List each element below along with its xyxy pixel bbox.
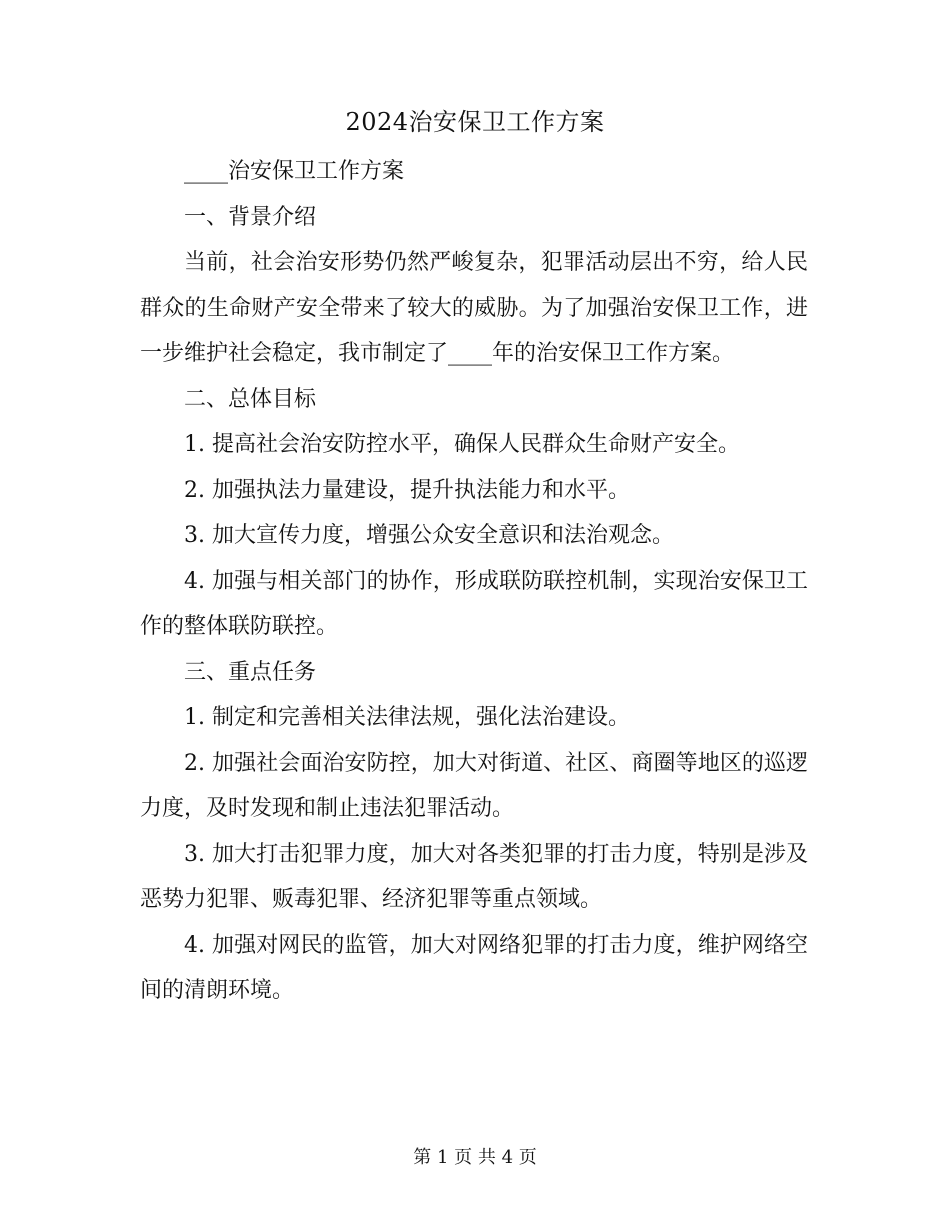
document-title: 2024治安保卫工作方案 bbox=[345, 108, 605, 136]
task-item-2: 2. 加强社会面治安防控，加大对街道、社区、商圈等地区的巡逻力度，及时发现和制止违法犯罪活动。 bbox=[140, 750, 808, 821]
document-body bbox=[140, 149, 808, 1014]
task-item-3: 3. 加大打击犯罪力度，加大对各类犯罪的打击力度，特别是涉及恶势力犯罪、贩毒犯罪、经济犯罪等重点领域。 bbox=[140, 841, 808, 912]
section-heading-tasks: 三、重点任务 bbox=[184, 659, 317, 685]
goal-item-4: 4. 加强与相关部门的协作，形成联防联控机制，实现治安保卫工作的整体联防联控。 bbox=[140, 568, 808, 639]
task-item-1: 1. 制定和完善相关法律法规，强化法治建设。 bbox=[184, 705, 630, 730]
goal-item-3: 3. 加大宣传力度，增强公众安全意识和法治观念。 bbox=[184, 523, 674, 548]
section-heading-background: 一、背景介绍 bbox=[184, 204, 317, 230]
goal-item-2: 2. 加强执法力量建设，提升执法能力和水平。 bbox=[184, 477, 630, 503]
page-footer: 第 1 页 共 4 页 bbox=[413, 1147, 537, 1168]
goal-item-1: 1. 提高社会治安防控水平，确保人民群众生命财产安全。 bbox=[184, 432, 740, 457]
section-heading-goals: 二、总体目标 bbox=[184, 386, 317, 412]
task-item-4: 4. 加强对网民的监管，加大对网络犯罪的打击力度，维护网络空间的清朗环境。 bbox=[140, 932, 808, 1003]
paragraph-background: 当前，社会治安形势仍然严峻复杂，犯罪活动层出不穷，给人民群众的生命财产安全带来了较大的威胁。为了加强治安保卫工作，进一步维护社会稳定，我市制定了____年的治安保卫工作方案。 bbox=[140, 250, 808, 366]
paragraph-subtitle: ____治安保卫工作方案 bbox=[184, 159, 405, 184]
